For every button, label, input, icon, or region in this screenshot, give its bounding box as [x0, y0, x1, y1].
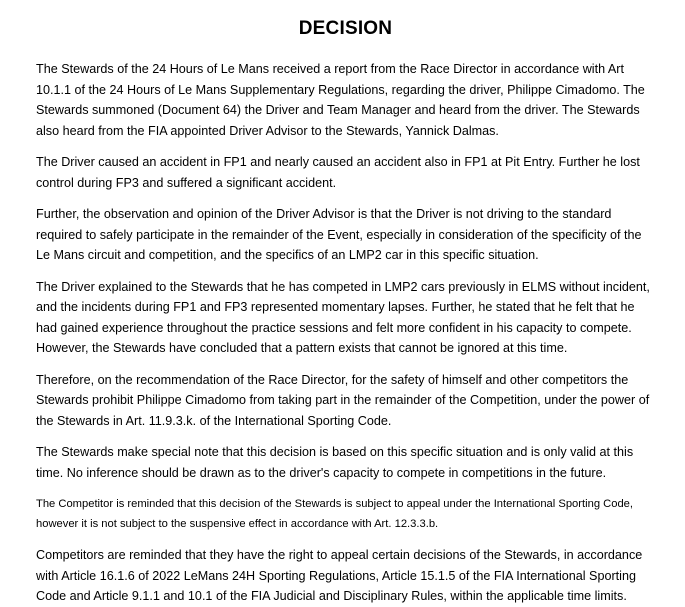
paragraph-special-note: The Stewards make special note that this decision is based on this specific situation and is only valid at this time. No inference should be drawn as to the driver's capacity to compete in competitions in the future.: [36, 445, 634, 480]
paragraph-driver-advisor: Further, the observation and opinion of the Driver Advisor is that the Driver is not driving to the standard required to safely participate in the remainder of the Event, especially in consideration of the specificity of the Le Mans circuit and competition, and the specifics of an LMP2 car in this specific situation.: [36, 207, 642, 262]
document-title: DECISION: [298, 18, 393, 39]
paragraph-driver-explanation: The Driver explained to the Stewards that he has competed in LMP2 cars previously in ELMS without incident, and the incidents during FP1 and FP3 represented momentary lapses. Further, he stated that he felt that he had gained experience throughout the practice sessions and felt more confident in his capacity to compete. However, the Stewards have concluded that a pattern exists that cannot be ignored at this time.: [36, 279, 650, 355]
paragraph-accidents: The Driver caused an accident in FP1 and nearly caused an accident also in FP1 at Pit Entry. Further he lost control during FP3 and suffered a significant accident.: [36, 155, 640, 190]
paragraph-decision: Therefore, on the recommendation of the Race Director, for the safety of himself and other competitors the Stewards prohibit Philippe Cimadomo from taking part in the remainder of the Competition, under the power of the Stewards in Art. 11.9.3.k. of the International Sporting Code.: [36, 372, 650, 428]
paragraph-appeal-rights: Competitors are reminded that they have the right to appeal certain decisions of the Stewards, in accordance with Article 16.1.6 of 2022 LeMans 24H Sporting Regulations, Article 15.1.5 of the FIA International Sporting Code and Article 9.1.1 and 10.1 of the FIA Judicial and Disciplinary Rules, within the applicable time limits.: [36, 548, 643, 603]
paragraph-report: The Stewards of the 24 Hours of Le Mans received a report from the Race Director in accordance with Art 10.1.1 of the 24 Hours of Le Mans Supplementary Regulations, regarding the driver, Philippe Cimadomo. The Stewards summoned (Document 64) the Driver and Team Manager and heard from the driver. The Stewards also heard from the FIA appointed Driver Advisor to the Stewards, Yannick Dalmas.: [36, 62, 645, 138]
paragraph-appeal-notice: The Competitor is reminded that this decision of the Stewards is subject to appeal under the International Sporting Code, however it is not subject to the suspensive effect in accordance with Art. 12.3.3.b.: [36, 498, 634, 530]
